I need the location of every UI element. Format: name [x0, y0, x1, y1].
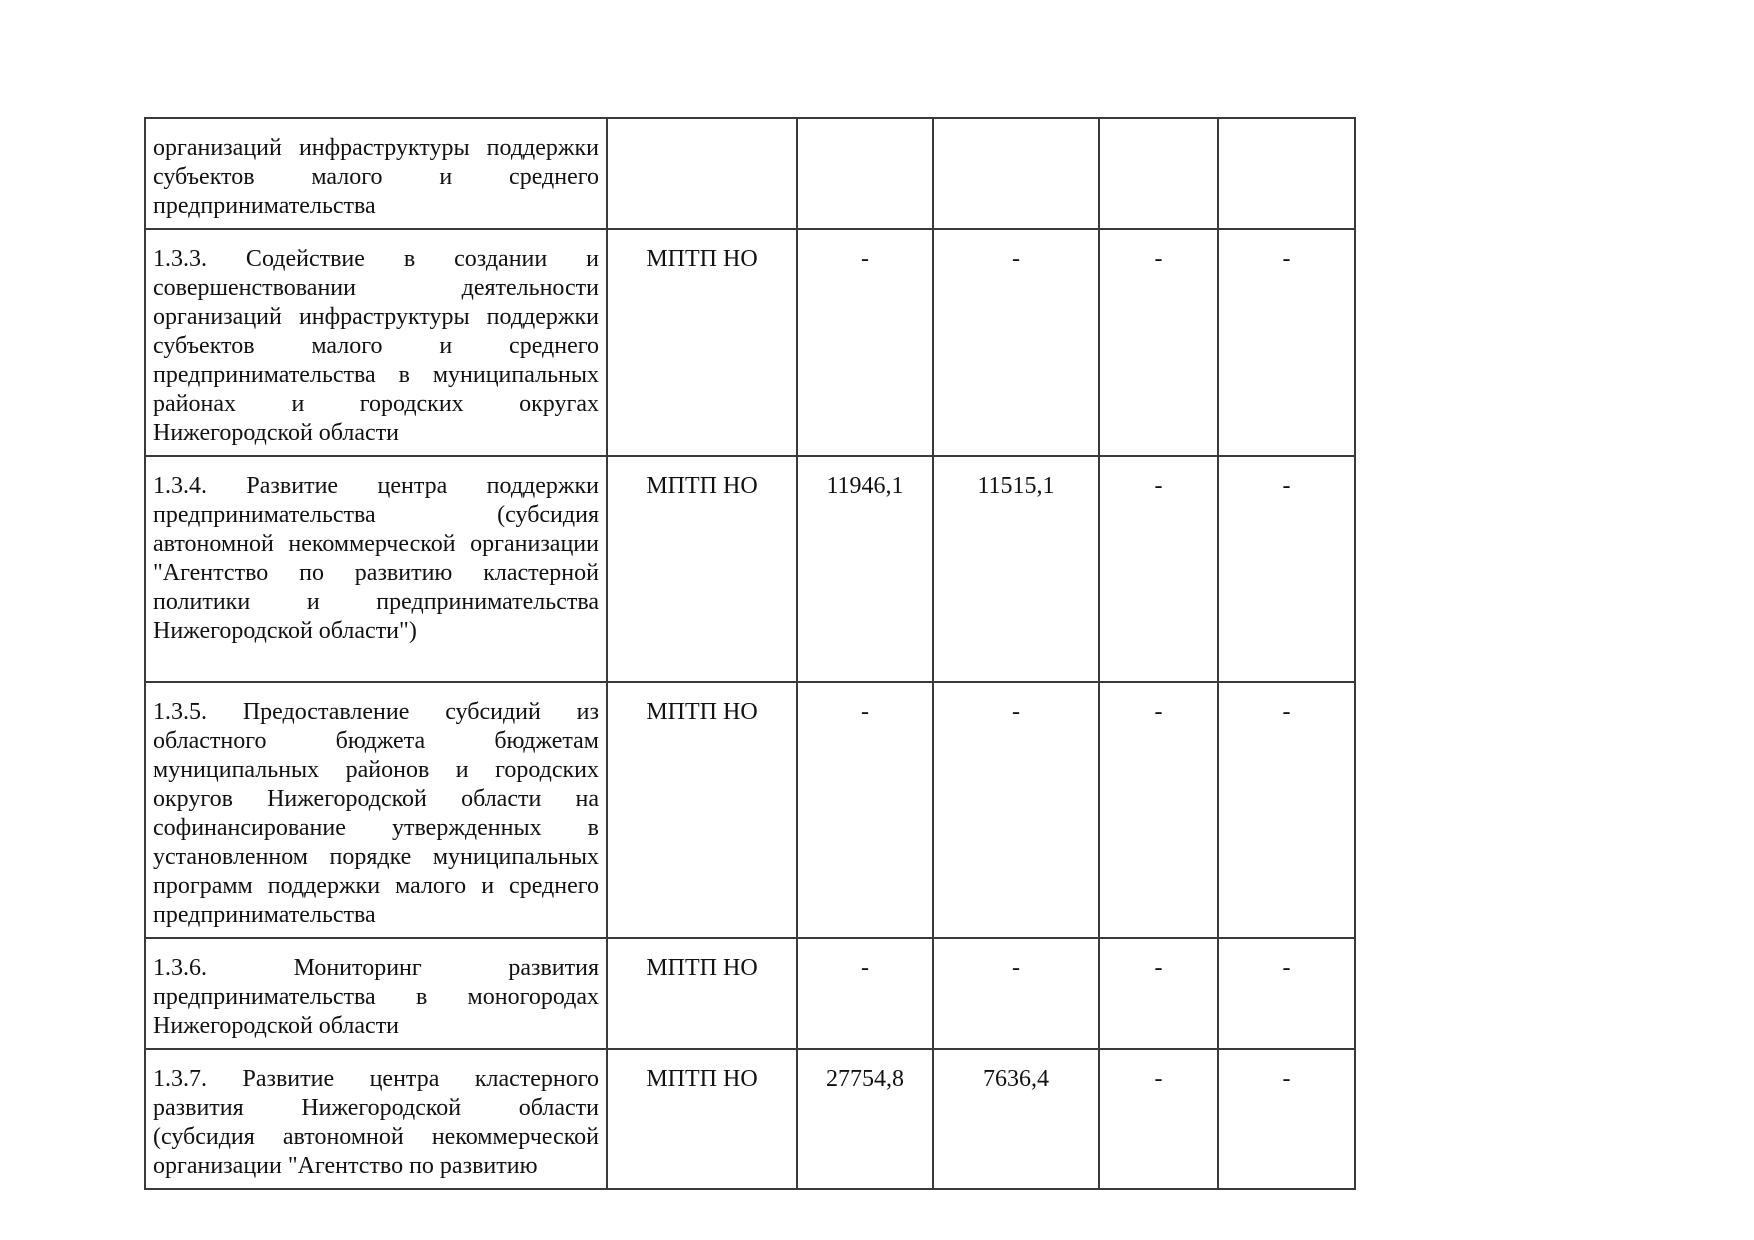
value-cell-2: - [933, 682, 1099, 938]
value-cell-4: - [1218, 1049, 1355, 1189]
value-cell-3: - [1099, 682, 1218, 938]
value-cell-3: - [1099, 1049, 1218, 1189]
value-cell-2: - [933, 938, 1099, 1049]
executor-cell: МПТП НО [607, 1049, 797, 1189]
table-row [145, 229, 1355, 456]
executor-cell: МПТП НО [607, 456, 797, 682]
value-cell-4 [1218, 118, 1355, 229]
executor-cell [607, 118, 797, 229]
value-cell-4: - [1218, 229, 1355, 456]
activity-name-cell: организаций инфраструктуры поддержки субъектов малого и среднего предпринимательства [145, 118, 607, 229]
activity-name-cell: 1.3.3. Содействие в создании и совершенствовании деятельности организаций инфраструктуры поддержки субъектов малого и среднего предпринимательства в муниципальных районах и городских округах Нижегородской области [145, 229, 607, 456]
value-cell-1: 27754,8 [797, 1049, 933, 1189]
value-cell-3: - [1099, 229, 1218, 456]
value-cell-2 [933, 118, 1099, 229]
value-cell-1: - [797, 938, 933, 1049]
activity-name-cell: 1.3.5. Предоставление субсидий из областного бюджета бюджетам муниципальных районов и городских округов Нижегородской области на софинансирование утвержденных в установленном порядке муниципальных программ поддержки малого и среднего предпринимательства [145, 682, 607, 938]
value-cell-2: - [933, 229, 1099, 456]
activity-name-cell: 1.3.6. Мониторинг развития предпринимательства в моногородах Нижегородской области [145, 938, 607, 1049]
value-cell-4: - [1218, 682, 1355, 938]
table-row [145, 456, 1355, 682]
executor-cell: МПТП НО [607, 938, 797, 1049]
table-row [145, 1049, 1355, 1189]
executor-cell: МПТП НО [607, 682, 797, 938]
value-cell-1 [797, 118, 933, 229]
table-row [145, 938, 1355, 1049]
value-cell-1: - [797, 682, 933, 938]
value-cell-3: - [1099, 456, 1218, 682]
value-cell-3: - [1099, 938, 1218, 1049]
value-cell-3 [1099, 118, 1218, 229]
activity-name-cell: 1.3.7. Развитие центра кластерного развития Нижегородской области (субсидия автономной некоммерческой организации "Агентство по развитию [145, 1049, 607, 1189]
value-cell-2: 7636,4 [933, 1049, 1099, 1189]
table-row [145, 682, 1355, 938]
value-cell-2: 11515,1 [933, 456, 1099, 682]
value-cell-4: - [1218, 456, 1355, 682]
program-activities-table [144, 117, 1356, 1190]
value-cell-1: - [797, 229, 933, 456]
value-cell-1: 11946,1 [797, 456, 933, 682]
activity-name-cell: 1.3.4. Развитие центра поддержки предпринимательства (субсидия автономной некоммерческой организации "Агентство по развитию кластерной политики и предпринимательства Нижегородской области") [145, 456, 607, 682]
table-row [145, 118, 1355, 229]
executor-cell: МПТП НО [607, 229, 797, 456]
value-cell-4: - [1218, 938, 1355, 1049]
